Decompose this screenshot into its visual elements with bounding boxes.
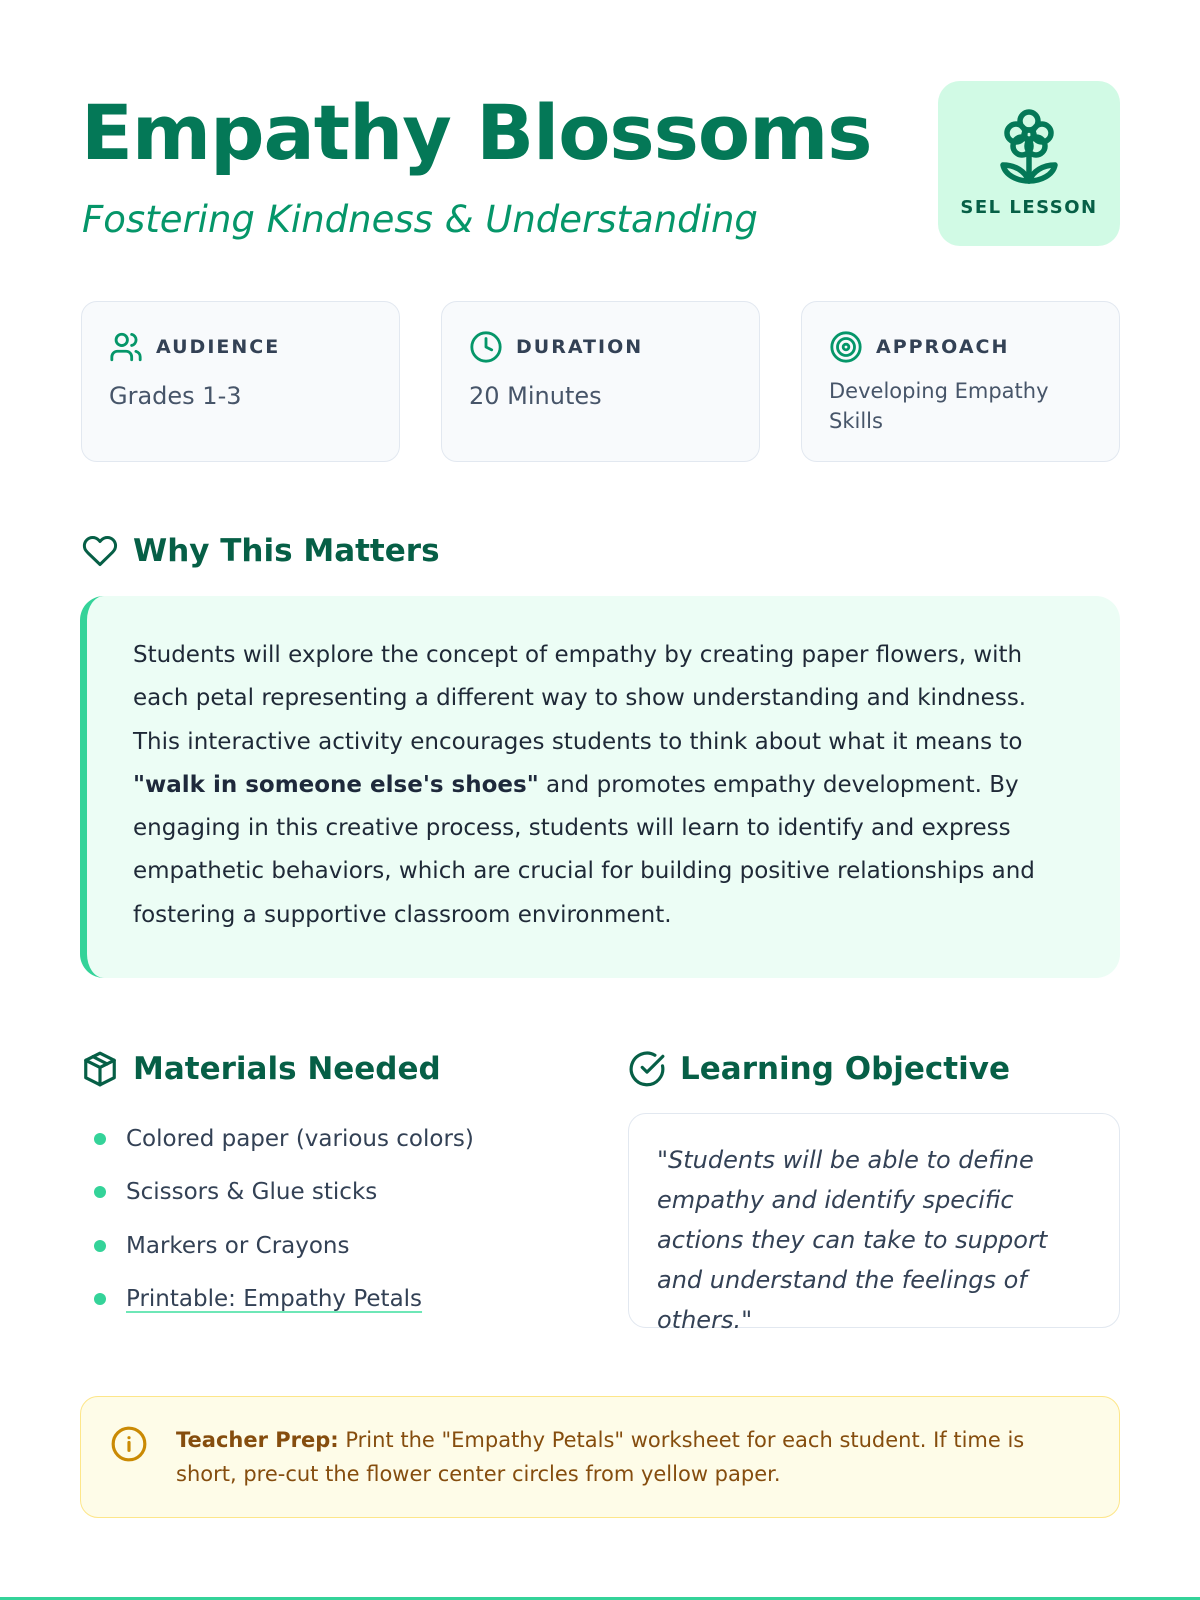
duration-label: DURATION (516, 336, 644, 358)
lesson-type-badge (938, 81, 1120, 246)
why-heading (81, 533, 440, 569)
printable-link[interactable]: Printable: Empathy Petals (126, 1286, 423, 1313)
approach-value: Developing Empathy Skills (829, 379, 1049, 433)
page-title: Empathy Blossoms (81, 88, 872, 177)
bullet-dot (94, 1186, 106, 1198)
material-label: Markers or Crayons (126, 1232, 350, 1259)
why-panel (80, 596, 1120, 978)
approach-label: APPROACH (876, 336, 1010, 358)
flower-icon (999, 109, 1059, 185)
audience-value: Grades 1-3 (109, 382, 242, 410)
why-text-start: Students will explore the concept of empathy by creating paper flowers, with each petal representing a different way to show understanding and kindness. This interactive activity encourages students to think about what it means to (133, 642, 1027, 755)
teacher-prep-label: Teacher Prep: (176, 1428, 339, 1452)
objective-heading (628, 1050, 1010, 1088)
teacher-prep-body: Print the "Empathy Petals" worksheet for each student. If time is short, pre-cut the flower center circles from yellow paper. (176, 1428, 1025, 1486)
clock-icon (469, 330, 503, 364)
audience-card (81, 301, 400, 462)
badge-label: SEL LESSON (960, 197, 1098, 218)
material-label: Colored paper (various colors) (126, 1125, 474, 1152)
why-heading-text: Why This Matters (133, 533, 440, 569)
objective-heading-text: Learning Objective (680, 1051, 1010, 1087)
bullet-dot (94, 1133, 106, 1145)
teacher-prep-note (80, 1396, 1120, 1518)
heart-icon (81, 533, 119, 569)
list-item (94, 1166, 474, 1220)
list-item (94, 1219, 474, 1273)
bullet-dot (94, 1293, 106, 1305)
duration-value: 20 Minutes (469, 382, 602, 410)
bullet-dot (94, 1240, 106, 1252)
target-icon (829, 330, 863, 364)
list-item (94, 1273, 474, 1327)
audience-label: AUDIENCE (156, 336, 281, 358)
why-text-emphasis: "walk in someone else's shoes" (133, 771, 539, 798)
check-circle-icon (628, 1050, 666, 1088)
materials-list (94, 1112, 474, 1326)
users-icon (109, 330, 143, 364)
info-icon (110, 1425, 148, 1463)
material-label: Scissors & Glue sticks (126, 1179, 378, 1206)
objective-quote: "Students will be able to define empathy and identify specific actions they can take to support and understand the feelings of others." (657, 1146, 1048, 1334)
why-body (133, 634, 1073, 937)
duration-card (441, 301, 760, 462)
materials-heading (81, 1050, 441, 1088)
materials-heading-text: Materials Needed (133, 1051, 441, 1087)
objective-panel (628, 1113, 1120, 1334)
list-item (94, 1112, 474, 1166)
approach-card (801, 301, 1120, 462)
why-text-end: and promotes empathy development. By engaging in this creative process, students will learn to identify and express empathetic behaviors, which are crucial for building positive relationships and fostering a supportive classroom environment. (133, 771, 1035, 928)
page-subtitle: Fostering Kindness & Understanding (82, 198, 758, 241)
box-icon (81, 1050, 119, 1088)
teacher-prep-text (176, 1423, 1086, 1491)
